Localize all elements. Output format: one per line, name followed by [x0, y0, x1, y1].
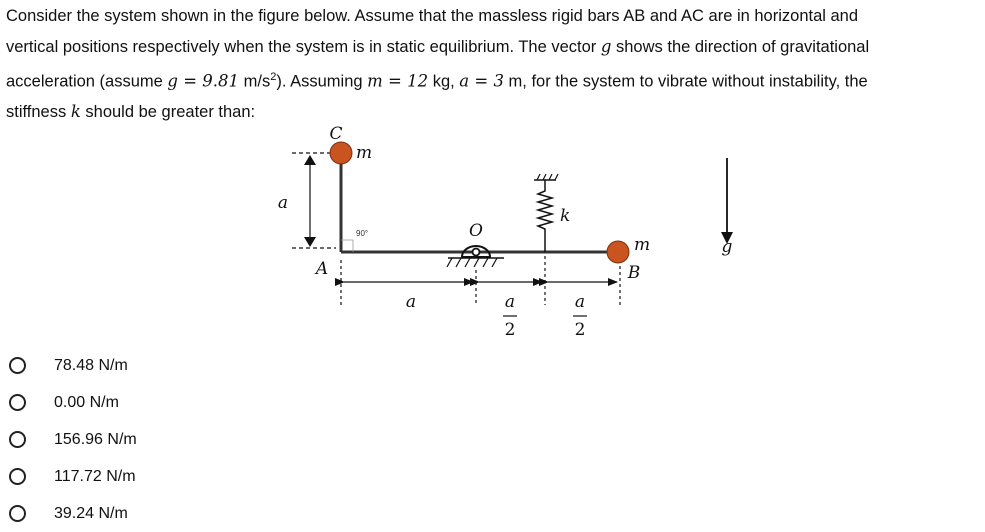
- label-g: g: [721, 237, 733, 257]
- question-line-3-pre: acceleration (assume: [6, 72, 168, 91]
- answer-options: [6, 347, 137, 532]
- option-4[interactable]: [6, 458, 137, 495]
- label-a-half-2-den: 2: [574, 320, 586, 340]
- label-a-half-1-num: a: [504, 292, 516, 312]
- option-label: 117.72 N/m: [54, 467, 136, 485]
- radio-button[interactable]: [9, 505, 26, 522]
- eq-a-value: a = 3: [459, 71, 504, 91]
- question-line-2-post: shows the direction of gravitational: [611, 37, 870, 56]
- eq-m-value: m = 12: [367, 71, 429, 91]
- option-label: 0.00 N/m: [54, 393, 119, 411]
- mass-C: [330, 142, 352, 164]
- label-A: A: [315, 259, 329, 279]
- spring-k: [538, 180, 552, 252]
- question-line-3-post: m, for the system to vibrate without instability, the: [503, 72, 868, 91]
- label-angle: 90°: [356, 229, 369, 238]
- label-a-half-1-den: 2: [504, 320, 516, 340]
- arrowhead-up: [304, 155, 316, 165]
- option-label: 78.48 N/m: [54, 356, 128, 374]
- pivot-pin: [473, 249, 480, 256]
- label-k: k: [560, 206, 571, 226]
- option-2[interactable]: [6, 384, 137, 421]
- label-m-right: m: [634, 235, 651, 255]
- ground-hatch: [447, 258, 497, 267]
- label-a-half-2-num: a: [574, 292, 586, 312]
- question-line-4-post: should be greater than:: [80, 103, 256, 121]
- mass-B: [607, 241, 629, 263]
- label-C: C: [329, 124, 343, 144]
- right-angle-mark: [341, 240, 353, 252]
- radio-button[interactable]: [9, 468, 26, 485]
- question-line-3-mid: ). Assuming: [276, 72, 368, 91]
- unit-kg: kg,: [428, 72, 460, 91]
- radio-button[interactable]: [9, 394, 26, 411]
- option-label: 39.24 N/m: [54, 504, 128, 522]
- option-3[interactable]: [6, 421, 137, 458]
- label-B: B: [627, 263, 641, 283]
- label-O: O: [469, 221, 483, 241]
- unit-exponent: 2: [270, 71, 277, 83]
- label-a-vertical: a: [277, 193, 289, 213]
- unit-ms: m/s: [239, 72, 271, 91]
- eq-g-value: g = 9.81: [167, 71, 240, 91]
- radio-button[interactable]: [9, 431, 26, 448]
- radio-button[interactable]: [9, 357, 26, 374]
- option-label: 156.96 N/m: [54, 430, 137, 448]
- option-1[interactable]: [6, 347, 137, 384]
- spring-ceiling-hatch: [537, 174, 558, 180]
- question-line-4-pre: stiffness: [6, 103, 71, 121]
- question-line-1-text: Consider the system shown in the figure below. Assume that the massless rigid bars AB and AC are in horizontal and: [6, 7, 859, 25]
- label-m-top: m: [356, 143, 373, 163]
- question-line-2-pre: vertical positions respectively when the system is in static equilibrium. The vector: [6, 37, 601, 56]
- var-g: g: [600, 36, 612, 56]
- arrowhead-down: [304, 237, 316, 247]
- option-5[interactable]: [6, 495, 137, 532]
- label-a-horizontal: a: [405, 292, 417, 312]
- var-k: k: [70, 102, 81, 121]
